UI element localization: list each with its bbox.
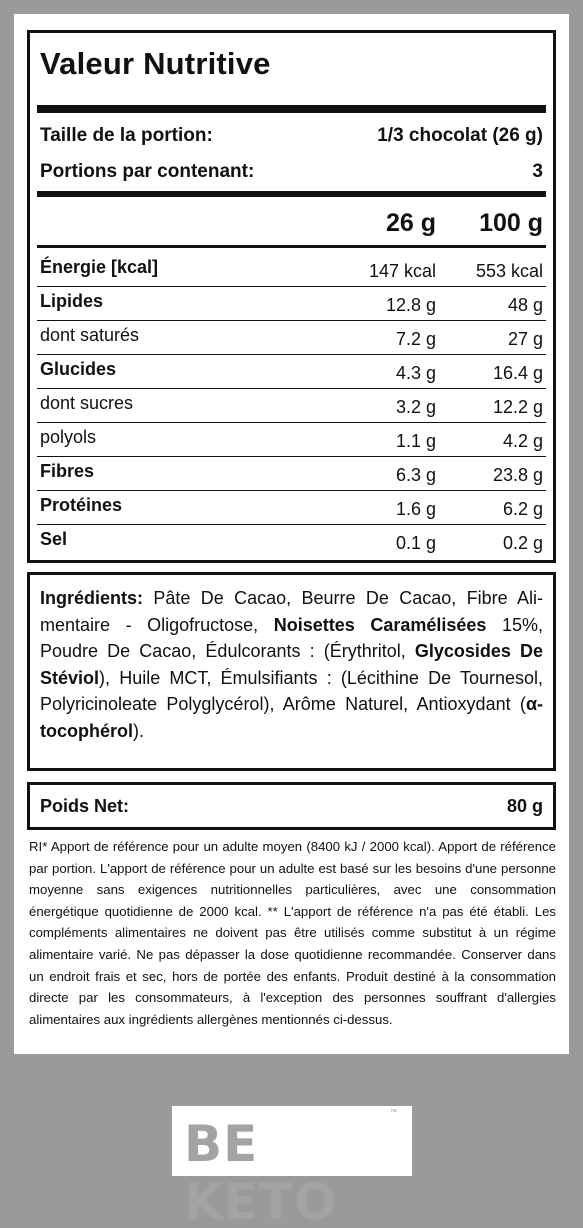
nutrient-value-portion: 6.3 g (395, 465, 436, 485)
ingredient-highlight: α-tocophérol (40, 694, 543, 741)
brand-logo-text: BE KETO (184, 1115, 338, 1228)
nutrient-row (40, 393, 543, 419)
ingredient-highlight: Ingrédients: (40, 588, 144, 608)
nutrition-title: Valeur Nutritive (40, 46, 271, 81)
nutrient-row (40, 529, 543, 555)
ingredient-text: 15%, Poudre De Cacao, Édulcorants : (Érythritol, (40, 614, 544, 661)
portions-row (40, 161, 543, 183)
nutrient-label: polyols (40, 427, 97, 447)
nutrient-value-100g: 16.4 g (492, 363, 543, 383)
row-divider (37, 422, 546, 423)
nutrition-facts-box (27, 30, 556, 563)
row-divider (37, 490, 546, 491)
row-divider (37, 320, 546, 321)
nutrient-value-portion: 4.3 g (395, 363, 436, 383)
portions-value: 3 (532, 161, 543, 182)
footnote-text: RI* Apport de référence pour un adulte moyen (8400 kJ / 2000 kcal). Apport de référence par portion. L'apport de référence pour un adulte est basé sur les besoins d'une personne moyenne sans exigences nutritionnelles particulières, avec une consommation énergétique quotidienne de 2000 kcal. ** L'apport de référence n'a pas été établi. Les compléments alimentaires ne doivent pas être utilisés comme substitut à un régime alimentaire varié. Ne pas dépasser la dose quotidienne recommandée. Conserver dans un endroit frais et sec, hors de portée des enfants. Produit destiné à la consommation directe par les consommateurs, à l'exception des personnes souffrant d'allergies alimentaires aux ingrédients allergènes mentionnés ci-dessus. (29, 839, 556, 1027)
serving-size-row (40, 125, 543, 147)
net-weight-box (27, 782, 556, 830)
serving-size-label: Taille de la portion: (40, 125, 213, 146)
nutrient-row (40, 325, 543, 351)
nutrient-row (40, 427, 543, 453)
nutrient-label: Glucides (40, 359, 117, 379)
net-weight-value: 80 g (506, 796, 543, 816)
divider-thick (37, 105, 546, 113)
nutrient-value-portion: 147 kcal (368, 261, 436, 281)
nutrient-value-100g: 4.2 g (502, 431, 543, 451)
brand-logo (172, 1106, 412, 1228)
column-header-100g: 100 g (479, 209, 543, 237)
nutrient-label: dont sucres (40, 393, 134, 413)
nutrient-value-portion: 1.1 g (395, 431, 436, 451)
ingredient-text: ), Huile MCT, Émulsifiants : (Lécithine De Tournesol, Polyricinoleate Polyglycérol), Arôme Naturel, Antioxydant ( (40, 667, 543, 714)
nutrient-value-100g: 12.2 g (492, 397, 543, 417)
trademark-symbol: ™ (390, 1109, 397, 1116)
nutrient-label: Énergie [kcal] (40, 257, 159, 277)
portions-label: Portions par contenant: (40, 161, 255, 182)
label-card (14, 14, 569, 1054)
ingredients-text (40, 585, 543, 744)
ingredients-box (27, 572, 556, 771)
ingredient-text: ). (133, 720, 144, 741)
row-divider (37, 388, 546, 389)
nutrient-value-100g: 48 g (507, 295, 543, 315)
nutrient-row (40, 495, 543, 521)
ingredient-highlight: Noisettes Caramélisées (273, 614, 487, 635)
nutrient-value-portion: 12.8 g (385, 295, 436, 315)
nutrient-value-portion: 7.2 g (395, 329, 436, 349)
nutrient-label: Fibres (40, 461, 95, 481)
ingredient-highlight: Glycosides De Stéviol (40, 641, 543, 688)
divider-medium (37, 245, 546, 248)
serving-size-value: 1/3 chocolat (26 g) (377, 125, 543, 146)
nutrient-label: dont saturés (40, 325, 140, 345)
nutrient-label: Sel (40, 529, 68, 549)
row-divider (37, 456, 546, 457)
divider-thick (37, 191, 546, 197)
nutrient-value-100g: 553 kcal (475, 261, 543, 281)
net-weight-label: Poids Net: (40, 796, 130, 816)
row-divider (37, 354, 546, 355)
nutrient-value-portion: 3.2 g (395, 397, 436, 417)
column-header-portion: 26 g (385, 209, 436, 237)
ingredient-text: Pâte De Cacao, Beurre De Cacao, Fibre Alimentaire - Oligofructose, (40, 588, 543, 635)
row-divider (37, 286, 546, 287)
nutrient-value-100g: 23.8 g (492, 465, 543, 485)
nutrient-row (40, 291, 543, 317)
nutrient-value-100g: 6.2 g (502, 499, 543, 519)
nutrient-row (40, 257, 543, 283)
row-divider (37, 524, 546, 525)
nutrient-label: Lipides (40, 291, 104, 311)
nutrient-row (40, 461, 543, 487)
nutrient-value-portion: 0.1 g (395, 533, 436, 553)
nutrient-value-100g: 0.2 g (502, 533, 543, 553)
nutrient-value-100g: 27 g (507, 329, 543, 349)
nutrient-value-portion: 1.6 g (395, 499, 436, 519)
nutrient-label: Protéines (40, 495, 123, 515)
nutrient-row (40, 359, 543, 385)
